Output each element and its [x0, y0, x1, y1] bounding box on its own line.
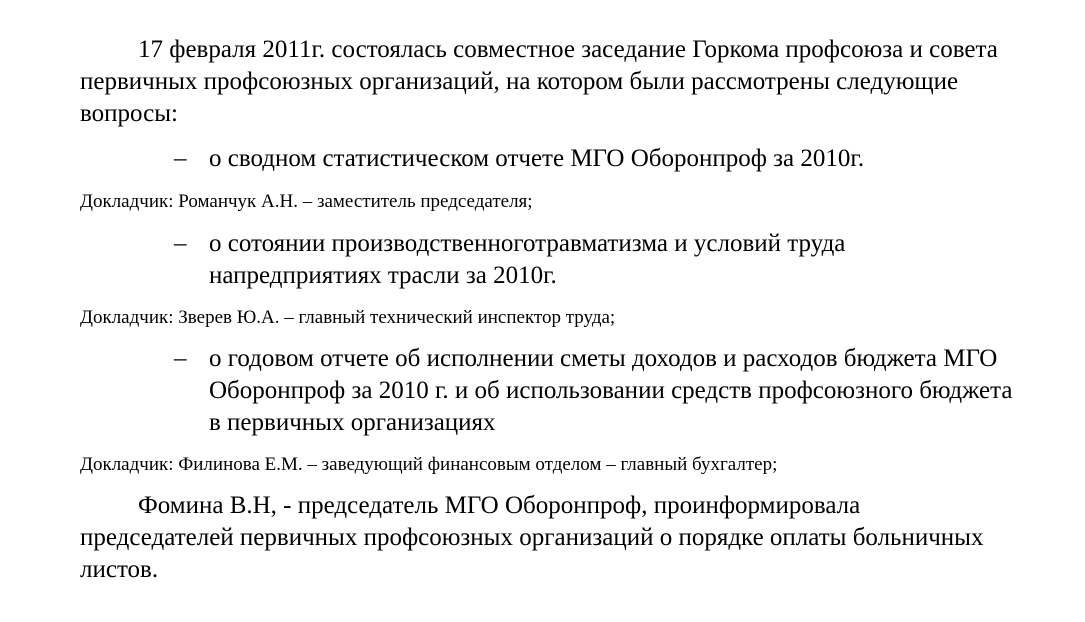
list-dash: –	[174, 345, 187, 372]
list-dash: –	[174, 230, 187, 257]
list-dash: –	[174, 145, 187, 172]
agenda-item-text: о сотоянии производственноготравматизма и условий труда напредприятиях трасли за 2010г.	[209, 230, 846, 289]
speaker-line-3: Докладчик: Филинова Е.М. – заведующий финансовым отделом – главный бухгалтер;	[80, 454, 778, 475]
agenda-item-1	[174, 143, 1014, 175]
speaker-line-2: Докладчик: Зверев Ю.А. – главный технический инспектор труда;	[80, 307, 616, 328]
intro-paragraph: 17 февраля 2011г. состоялась совместное заседание Горкома профсоюза и совета первичных профсоюзных организаций, на котором были рассмотрены следующие вопросы:	[80, 36, 998, 127]
agenda-item-3	[174, 343, 1014, 439]
agenda-item-text: о сводном статистическом отчете МГО Оборонпроф за 2010г.	[209, 145, 865, 172]
agenda-item-text: о годовом отчете об исполнении сметы доходов и расходов бюджета МГО Оборонпроф за 2010 г. и об использовании средств профсоюзного бюджета в первичных организациях	[209, 345, 1013, 436]
agenda-item-2	[174, 228, 1014, 292]
speaker-line-1: Докладчик: Романчук А.Н. – заместитель председателя;	[80, 191, 533, 212]
closing-paragraph: Фомина В.Н, - председатель МГО Оборонпроф, проинформировала председателей первичных профсоюзных организаций о порядке оплаты больничных листов.	[80, 492, 984, 583]
